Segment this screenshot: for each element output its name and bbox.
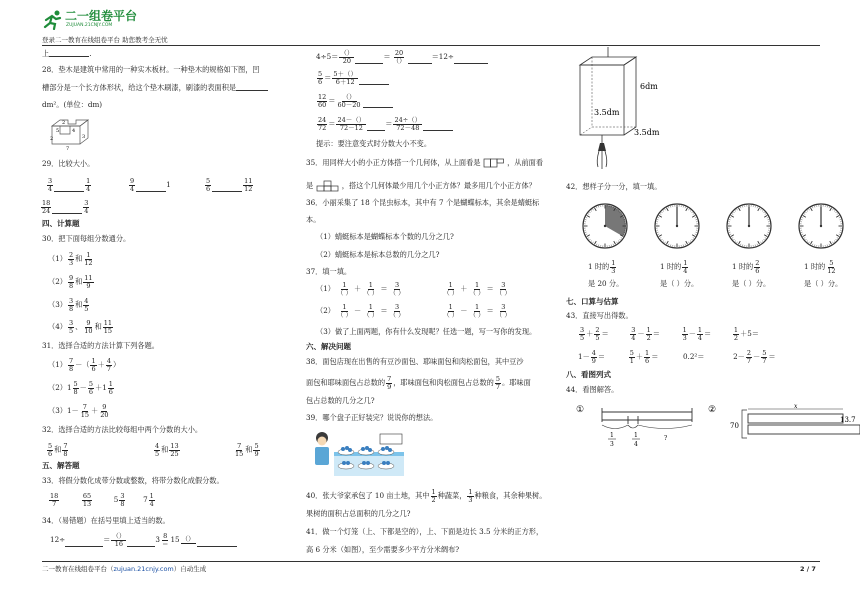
fig2-unknown: x: [794, 403, 798, 410]
figure-1-marker: ①: [576, 405, 585, 415]
q32-item-3: $\frac{7}{15}$ 和 $\frac{5}{9}$: [235, 442, 259, 458]
clock-4-icon: [799, 204, 843, 248]
q31-item-2: （2）1 $\frac{5}{8}$ － $\frac{5}{6}$ ＋1 $\frac{1}{6}$: [48, 380, 113, 396]
q32-title: 32．选择合适的方法比较每组中两个分数的大小。: [42, 425, 203, 434]
hint-text: 提示：要注意变式时分数大小不变。: [316, 139, 432, 148]
top-view-shape: [483, 158, 505, 168]
q29-title: 29．比较大小。: [42, 159, 95, 168]
fig2-difference: 13.7: [840, 416, 856, 424]
clock-2-label: 1 时的 $\frac{1}{4}$: [660, 259, 688, 275]
q33-items: $\frac{18}{7}$ $\frac{65}{13}$ 5 $\frac{3}{8}$ 7 $\frac{1}{4}$: [50, 492, 154, 508]
width-label: 3.5dm: [594, 108, 620, 117]
page-number: 2 / 7: [800, 565, 816, 573]
clock-3-icon: [727, 204, 771, 248]
height-label: 6dm: [640, 82, 658, 91]
q37-row2: （2） $\frac{1}{( )}$ － $\frac{1}{( )}$ ＝ $\frac{3}{( )}$ $\frac{1}{( )}$ － $\frac{1}{( )}$ ＝ $\frac{3}{( )}$: [316, 303, 511, 319]
clock-1-label: 1 时的 $\frac{1}{3}$: [588, 259, 616, 275]
q32-item-2: $\frac{4}{5}$ 和 $\frac{13}{25}$: [155, 442, 179, 458]
q41-lantern-figure: [574, 47, 684, 171]
clock-2-answer: 是（ ）分。: [660, 279, 699, 288]
q30-item-2: （2） $\frac{9}{8}$ 和 $\frac{11}{9}$: [48, 274, 93, 290]
q31-title: 31．选择合适的方法计算下列各题。: [42, 341, 159, 350]
section-7-title: 七、口算与估算: [566, 297, 619, 306]
q36-line2: 本。: [306, 215, 321, 224]
q44-title: 44．看图解答。: [566, 385, 619, 394]
clock-1-icon: [583, 204, 627, 248]
dim-label: 3: [82, 134, 86, 140]
section-6-title: 六、解决问题: [306, 342, 351, 351]
q28-line1: 28．垫木是建筑中常用的一种实木板材。一种垫木的规格如下图，凹: [42, 65, 260, 74]
m-eq-1: 4÷5＝ $\frac{()}{20}$ ＝ $\frac{20}{()}$ ＝12÷: [316, 50, 488, 64]
clock-3-label: 1 时的 $\frac{2}{6}$: [732, 259, 760, 275]
line-top: 上 .: [42, 49, 92, 58]
clock-4-answer: 是（ ）分。: [804, 280, 843, 288]
fig1-frac2-den: 4: [634, 441, 638, 448]
q38-line1: 38．面包店现在出售的有豆沙面包、耶味面包和肉松面包，其中豆沙: [306, 357, 524, 366]
q36-part1: （1）蜻蜓标本是蝴蝶标本个数的几分之几?: [316, 232, 454, 241]
clock-4-label: 1 时的 $\frac{5}{12}$: [804, 259, 836, 275]
q42-title: 42．想样子分一分，填一填。: [566, 182, 662, 191]
m-eq-4: $\frac{24}{72}$ ＝ $\frac{24-()}{72-12}$ ＝ $\frac{24\div()}{72-48}$: [316, 117, 453, 131]
dim-label: 5: [56, 128, 60, 134]
q34-title: 34．（易错题）在括号里填上适当的数。: [42, 516, 170, 525]
q43-row1: $\frac{3}{5}$ ＋ $\frac{2}{5}$ ＝ $\frac{3}{4}$ － $\frac{1}{2}$ ＝ $\frac{1}{3}$ － $\frac{1}{4}$ ＝ $\frac{1}{2}$ ＋5＝: [580, 326, 759, 342]
q39-text: 39．哪个盘子正好装完？说说你的想法。: [306, 413, 438, 422]
dim-label: 2: [62, 120, 66, 126]
footer-source: 二一教育在线组卷平台（zujuan.21cnjy.com）自动生成: [42, 565, 207, 573]
q37-title: 37．填一填。: [306, 267, 352, 276]
logo-subtitle: ZUJUAN.21CNJY.COM: [66, 23, 113, 28]
clock-2-icon: [655, 204, 699, 248]
q30-item-3: （3） $\frac{3}{8}$ 和 $\frac{4}{5}$: [48, 297, 89, 313]
q29-item-1: $\frac{3}{4}$ $\frac{1}{4}$: [48, 177, 91, 193]
front-view-shape: [316, 180, 340, 192]
figure-2-marker: ②: [708, 405, 717, 415]
q41-line1: 41．做一个灯笼（上、下都是空的），上、下面是边长 3.5 分米的正方形，: [306, 527, 544, 536]
q43-row2: 1－ $\frac{4}{9}$ ＝ $\frac{5}{1}$ ＋ $\frac{1}{6}$ ＝ 0.2²＝ 2－ $\frac{2}{7}$ － $\frac{5}{7}$ ＝: [578, 349, 776, 365]
q41-line2: 高 6 分米（如图），至少需要多少平方分米绸布?: [306, 545, 460, 554]
q40-line1: 40．张大爷家承包了 10 亩土地，其中 $\frac{1}{2}$ 种蔬菜， $\frac{1}{3}$ 种粮食，其余种果树。: [306, 488, 547, 504]
footer-link[interactable]: zujuan.21cnjy.com: [113, 565, 174, 573]
section-4-title: 四、计算题: [42, 219, 80, 228]
q30-item-1: （1） $\frac{2}{3}$ 和 $\frac{1}{12}$: [48, 251, 93, 267]
q28-wood-figure: [48, 116, 96, 152]
q36-part2: （2）蜻蜓标本是标本总数的几分之几?: [316, 250, 440, 259]
q31-item-1: （1） $\frac{7}{8}$ －（ $\frac{1}{6}$ ＋ $\frac{4}{7}$ ）: [48, 357, 121, 373]
q34-blank-2[interactable]: [197, 541, 237, 547]
q37-row1: （1） $\frac{1}{( )}$ ＋ $\frac{1}{( )}$ ＝ $\frac{3}{( )}$ $\frac{1}{( )}$ ＋ $\frac{1}{( )}$ ＝ $\frac{3}{( )}$: [316, 281, 511, 297]
dim-label: 7: [66, 146, 70, 152]
q38-line2: 面包和耶味面包占总数的 $\frac{7}{9}$ ，耶味面包和肉松面包占总数的 $\frac{5}{7}$ 。耶味面: [306, 375, 531, 391]
q30-title: 30．把下面每组分数通分。: [42, 234, 131, 243]
header-tagline: 登录二一教育在线组卷平台 助您教考全无忧: [42, 36, 168, 44]
depth-label: 3.5dm: [634, 128, 660, 137]
q44-figures: [572, 400, 860, 460]
q36-line1: 36．小丽采集了 18 个昆虫标本，其中有 7 个是蝴蝶标本，其余是蜻蜓标: [306, 198, 540, 207]
q37-part3: （3）做了上面两题，你有什么发现呢？任选一题，写一写你的发现。: [316, 327, 537, 336]
q35-line1: 35．用同样大小的小正方体搭一个几何体，从上面看是 ，从前面看: [306, 158, 544, 167]
q29-item-4: $\frac{18}{24}$ $\frac{3}{4}$: [42, 199, 89, 215]
q29-item-3: $\frac{5}{6}$ $\frac{11}{12}$: [206, 177, 253, 193]
q34-equation: 12÷ ＝ $\frac{()}{16}$ 3 $\frac{8}{=}$ 15 （）: [50, 533, 237, 547]
q30-item-4: （4） $\frac{3}{5}$ 、 $\frac{9}{10}$ 和 $\frac{11}{15}$: [48, 319, 113, 335]
section-8-title: 八、看图列式: [566, 370, 611, 379]
fig1-frac1-num: 1: [610, 432, 614, 439]
clock-faces: [580, 198, 860, 254]
q39-plates-illustration: [310, 428, 408, 480]
clock-1-answer: 是 20 分。: [588, 279, 624, 288]
fig2-total: 70: [730, 422, 739, 430]
logo-title: 二一组卷平台: [65, 9, 138, 23]
q28-answer-blank[interactable]: [236, 84, 268, 91]
m-eq-2: $\frac{5}{6}$ ＝ $\frac{5+()}{6+12}$: [316, 71, 389, 85]
q29-item-2: $\frac{9}{4}$ 1: [130, 177, 171, 193]
section-5-title: 五、解答题: [42, 461, 80, 470]
clock-3-answer: 是（ ）分。: [732, 279, 771, 288]
q35-line2: 是 ，搭这个几何体最少用几个小正方体？最多用几个小正方体？: [306, 181, 536, 190]
dim-label: 2: [50, 136, 54, 142]
q40-line2: 果树的面积占总面积的几分之几?: [306, 509, 411, 518]
dim-label: 4: [72, 128, 76, 134]
q28-line3: dm²。(单位：dm): [42, 100, 103, 109]
header-divider: [42, 45, 820, 46]
runner-logo-icon: [42, 10, 64, 30]
footer-divider: [42, 561, 820, 562]
q31-item-3: （3）1－ $\frac{7}{15}$ ＋ $\frac{9}{20}$: [48, 403, 109, 419]
q33-title: 33．将假分数化成带分数或整数，将带分数化成假分数。: [42, 476, 224, 485]
q34-blank-1[interactable]: [65, 541, 103, 547]
q43-title: 43．直接写出得数。: [566, 311, 633, 320]
m-eq-3: $\frac{12}{60}$ ＝ $\frac{()}{60-20}$: [316, 94, 393, 108]
q32-item-1: $\frac{5}{6}$ 和 $\frac{7}{8}$: [48, 442, 68, 458]
fig1-frac2-num: 1: [634, 432, 638, 439]
fig1-frac1-den: 3: [610, 441, 614, 448]
q28-line2: 槽部分是一个长方体形状，给这个垫木刷漆，刷漆的表面积是: [42, 84, 268, 91]
q38-line3: 包占总数的几分之几?: [306, 396, 375, 405]
fig1-unknown: ?: [664, 435, 668, 442]
